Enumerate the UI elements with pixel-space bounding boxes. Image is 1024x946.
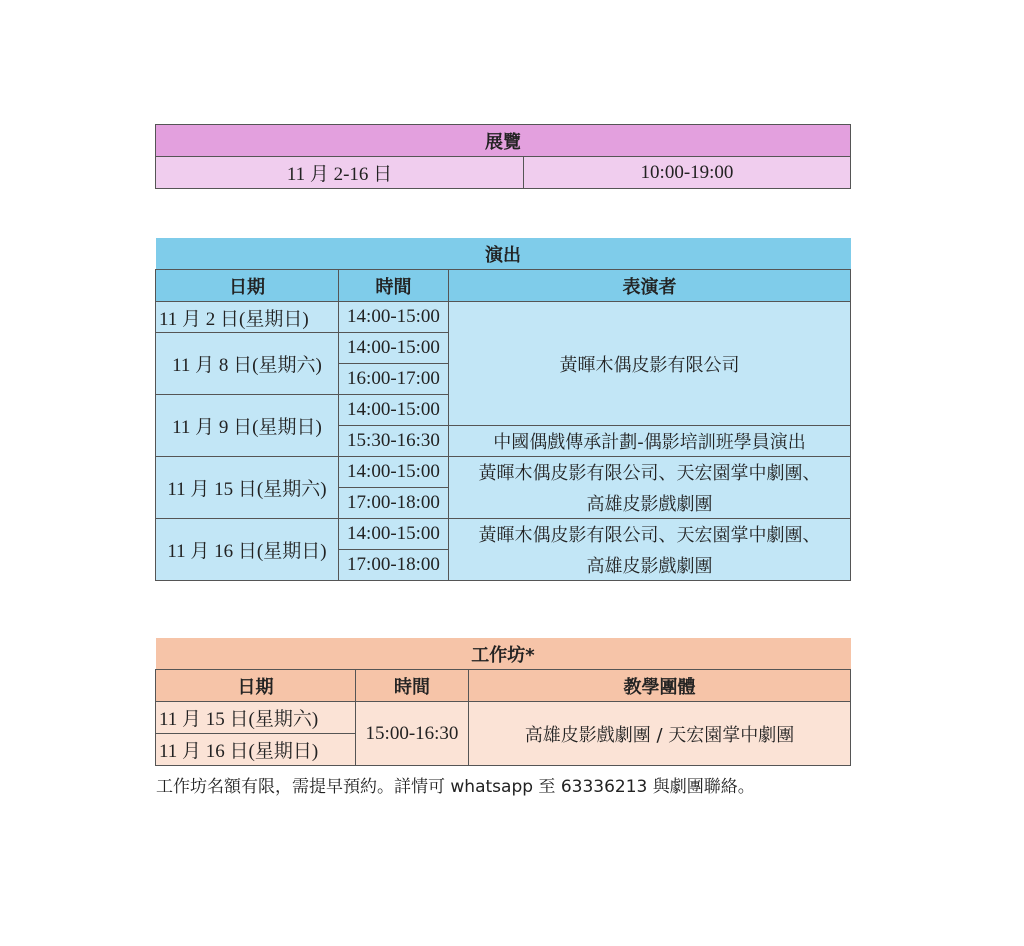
performance-table xyxy=(155,238,851,581)
performance-date: 11 月 9 日(星期日) xyxy=(156,395,339,457)
performance-date: 11 月 2 日(星期日) xyxy=(156,302,339,333)
column-header-performer: 表演者 xyxy=(449,270,851,302)
table-row xyxy=(156,702,851,734)
column-header-time: 時間 xyxy=(356,670,469,702)
column-header-time: 時間 xyxy=(339,270,449,302)
column-header-date: 日期 xyxy=(156,670,356,702)
performance-date: 11 月 16 日(星期日) xyxy=(156,519,339,581)
performance-time: 15:30-16:30 xyxy=(339,426,449,457)
workshop-note: 工作坊名額有限，需提早預約。詳情可 whatsapp 至 63336213 與劇團聯絡。 xyxy=(156,777,755,797)
exhibition-table xyxy=(155,124,851,189)
performer-cell-line2: 高雄皮影戲劇團 xyxy=(449,488,851,519)
performance-time: 16:00-17:00 xyxy=(339,364,449,395)
exhibition-title: 展覽 xyxy=(156,125,851,157)
exhibition-date: 11 月 2-16 日 xyxy=(156,157,524,189)
performance-time: 14:00-15:00 xyxy=(339,457,449,488)
performance-time: 14:00-15:00 xyxy=(339,333,449,364)
performer-cell-line2: 高雄皮影戲劇團 xyxy=(449,550,851,581)
workshop-group: 高雄皮影戲劇團 / 天宏園掌中劇團 xyxy=(469,702,851,766)
performer-cell: 中國偶戲傳承計劃-偶影培訓班學員演出 xyxy=(449,426,851,457)
workshop-date: 11 月 16 日(星期日) xyxy=(156,734,356,766)
performer-cell: 黃暉木偶皮影有限公司 xyxy=(449,302,851,426)
workshop-table xyxy=(155,638,851,766)
column-header-group: 教學團體 xyxy=(469,670,851,702)
performance-time: 17:00-18:00 xyxy=(339,550,449,581)
performance-date: 11 月 15 日(星期六) xyxy=(156,457,339,519)
workshop-title: 工作坊* xyxy=(156,638,851,670)
workshop-date: 11 月 15 日(星期六) xyxy=(156,702,356,734)
performer-cell-line1: 黃暉木偶皮影有限公司、天宏園掌中劇團、 xyxy=(449,519,851,550)
performance-title: 演出 xyxy=(156,238,851,270)
workshop-time: 15:00-16:30 xyxy=(356,702,469,766)
table-row xyxy=(156,302,851,333)
performance-time: 14:00-15:00 xyxy=(339,519,449,550)
performance-time: 14:00-15:00 xyxy=(339,302,449,333)
performer-cell-line1: 黃暉木偶皮影有限公司、天宏園掌中劇團、 xyxy=(449,457,851,488)
table-row xyxy=(156,519,851,550)
performance-time: 17:00-18:00 xyxy=(339,488,449,519)
table-row xyxy=(156,457,851,488)
column-header-date: 日期 xyxy=(156,270,339,302)
performance-date: 11 月 8 日(星期六) xyxy=(156,333,339,395)
performance-time: 14:00-15:00 xyxy=(339,395,449,426)
exhibition-time: 10:00-19:00 xyxy=(524,157,851,189)
